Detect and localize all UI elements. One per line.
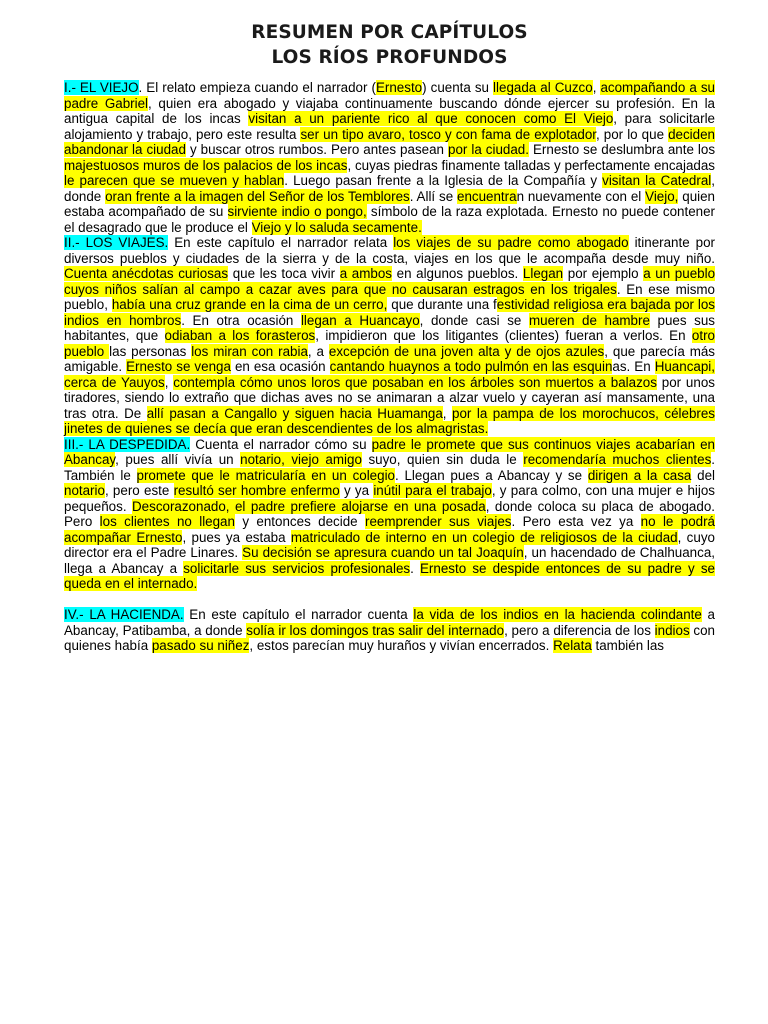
highlighted-text: solía ir los domingos tras salir del internado [246,622,505,638]
chapter-heading: I.- EL VIEJO [64,80,139,95]
highlighted-text: reemprender sus viajes [364,514,512,529]
body-text: , cuyo director era el Padre Linares. [64,529,715,560]
highlighted-text: inútil para el trabajo [373,483,492,498]
body-text: , un hacendado de Chalhuanca, llega a Abancay a [64,545,715,576]
highlighted-text: por la pampa de los morochucos, célebres jinetes de quienes se decía que eran descendientes de los almagristas. [64,405,715,436]
body-text: por unos tiradores, siendo lo extraño que dichas aves no se animaran a alzar vuelo y cayeran así mansamente, una tras otra. De [64,374,715,421]
highlighted-text: deciden abandonar la ciudad [64,126,715,157]
highlighted-text: llegada al Cuzco [493,80,593,95]
highlighted-text: ser un tipo avaro, tosco y con fama de explotador [300,126,597,142]
highlighted-text: Huancapi, cerca de Yauyos [64,359,715,390]
body-text: . En otra ocasión [181,312,301,328]
highlighted-text: recomendaría muchos clientes [523,452,712,467]
highlighted-text: acompañando a su padre Gabriel [64,80,715,111]
paragraph-1 [64,80,715,235]
body-text: , donde casi se [419,312,529,328]
highlighted-text: no le podrá acompañar Ernesto [64,514,715,545]
document-subtitle: LOS RÍOS PROFUNDOS [271,47,508,68]
highlighted-text: la vida de los indios en la hacienda colindante [413,607,702,622]
highlighted-text: visitan a un pariente rico al que conocen como El Viejo [248,111,614,126]
body-text: Ernesto se deslumbra ante los [528,142,716,157]
body-text: . Allí se [409,188,457,204]
highlighted-text: solicitarle sus servicios profesionales [183,560,411,576]
body-text: . También le [64,452,715,483]
body-text: , impidieron que los litigantes (clientes) fueran a verlos. En [315,328,692,343]
highlighted-text: Cuenta anécdotas curiosas [64,266,229,281]
highlighted-text: a ambos [339,266,392,281]
body-text: , pues ya estaba [182,529,291,545]
body-text: que les toca vivir [228,266,340,281]
body-text: . El relato empieza cuando el narrador ( [138,80,376,95]
highlighted-text: le parecen que se mueven y hablan [64,173,285,188]
highlighted-text: matriculado de interno en un colegio de religiosos de la ciudad [290,529,678,545]
body-text: , y para colmo, con una mujer e hijos pequeños. [64,483,715,514]
body-text: pues sus habitantes, que [64,312,716,343]
highlighted-text: Viejo y lo saluda secamente. [251,219,422,235]
body-text: del [691,467,715,483]
body-text: las personas [109,343,192,359]
highlighted-text: resultó ser hombre enfermo [173,483,340,498]
body-text: , por lo que [596,126,669,142]
body-text: . Luego pasan frente a la Iglesia de la Compañía y [284,173,603,188]
body-text: . En ese mismo pueblo, [64,281,715,312]
highlighted-text: contempla cómo unos loros que posaban en los árboles son muertos a balazos [173,374,657,390]
highlighted-text: sirviente indio o pongo, [227,204,367,219]
body-text: quien estaba acompañado de su [64,188,716,219]
highlighted-text: odiaban a los forasteros [164,328,316,343]
body-text: a Abancay, Patibamba, a donde [64,607,716,638]
body-text: Cuenta el narrador cómo su [190,436,372,452]
body-text: y entonces decide [234,514,365,529]
highlighted-text: indios [654,622,690,638]
body-text: , [592,80,601,95]
body-text: en esa ocasión [230,359,330,374]
highlighted-text: Viejo, [645,188,679,204]
paragraph-3 [64,437,715,592]
highlighted-text: Ernesto se venga [126,359,231,374]
highlighted-text: excepción de una joven alta y de ojos azules [328,343,605,359]
highlighted-text: notario, viejo amigo [240,452,362,467]
body-text: . Llegan pues a Abancay y se [395,467,588,483]
body-text: En este capítulo el narrador cuenta [183,607,414,622]
body-text: por ejemplo [563,266,644,281]
document-body [64,80,715,654]
chapter-heading: II.- LOS VIAJES. [64,235,169,250]
body-text: , para solicitarle alojamiento y trabajo, pero este resulta [64,111,715,142]
body-text: , pero este [104,483,174,498]
body-text: símbolo de la raza explotada. Ernesto no puede contener el desagrado que le produce el [64,204,715,235]
highlighted-text: Llegan [522,266,564,281]
highlighted-text: los viajes de su padre como abogado [393,235,629,250]
highlighted-text: pasado su niñez [151,638,250,653]
highlighted-text: a un pueblo cuyos niños salían al campo a cazar aves para que no causaran estragos en los trigales [64,266,716,297]
highlighted-text: cantando huaynos a todo pulmón en las esquin [329,359,613,374]
body-text: , pero a diferencia de los [504,622,655,638]
body-text: n nuevamente con el [516,188,646,204]
document-title: RESUMEN POR CAPÍTULOS [251,22,528,43]
body-text: , [164,374,174,390]
body-text: , [442,405,453,421]
chapter-heading: IV.- LA HACIENDA. [64,607,184,622]
body-text: En este capítulo el narrador relata [168,235,394,250]
body-text: , a [307,343,329,359]
body-text: , cuyas piedras finamente talladas y perfectamente encajadas [347,157,715,173]
highlighted-text: por la ciudad. [448,142,529,157]
body-text: , estos parecían muy huraños y vivían encerrados. [249,638,554,653]
body-text: en algunos pueblos. [392,266,523,281]
highlighted-text: visitan la Catedral [602,173,712,188]
body-text: as. En [612,359,655,374]
highlighted-text: encuentra [457,188,517,204]
highlighted-text: otro pueblo [64,328,715,359]
highlighted-text: Su decisión se apresura cuando un tal Joaquín [242,545,524,560]
highlighted-text: Descorazonado, el padre prefiere alojarse en una posada [132,498,486,514]
highlighted-text: Relata [553,638,592,653]
body-text: , quien era abogado y viajaba continuamente buscando dónde ejercer su profesión. En la antigua capital de los incas [64,95,716,126]
body-text: . [410,560,420,576]
chapter-heading: III.- LA DESPEDIDA. [64,436,191,452]
body-text: , que parecía más amigable. [64,343,716,374]
paragraph-4 [64,607,715,654]
body-text: , pues allí vivía un [115,452,241,467]
title-block [64,20,715,70]
highlighted-text: majestuosos muros de los palacios de los incas [64,157,348,173]
highlighted-text: allí pasan a Cangallo y siguen hacia Huamanga [146,405,443,421]
body-text: que durante una f [387,297,497,312]
highlighted-text: estividad religiosa era bajada por los indios en hombros [64,297,716,328]
highlighted-text: padre le promete que sus continuos viajes acabarían en Abancay [64,436,715,467]
body-text: también las [591,638,664,653]
highlighted-text: dirigen a la casa [587,467,692,483]
highlighted-text: mueren de hambre [529,312,650,328]
body-text: y buscar otros rumbos. Pero antes pasean [185,142,448,157]
body-text: y ya [339,483,374,498]
paragraph-2 [64,235,715,437]
highlighted-text: Ernesto se despide entonces de su padre y se queda en el internado. [64,560,715,591]
highlighted-text: promete que le matricularía en un colegio [136,467,396,483]
highlighted-text: los clientes no llegan [99,514,235,529]
body-text: , donde coloca su placa de abogado. Pero [64,498,715,529]
highlighted-text: los miran con rabia [191,343,308,359]
paragraph-gap [64,592,715,608]
body-text: suyo, quien sin duda le [361,452,524,467]
body-text: itinerante por diversos pueblos y ciudades de la sierra y de la costa, viajes en los que le acompaña desde muy niño. [64,235,715,266]
highlighted-text: notario [64,483,105,498]
body-text: , donde [64,173,715,204]
body-text: ) cuenta su [422,80,494,95]
highlighted-text: llegan a Huancayo [300,312,420,328]
body-text: con quienes había [64,622,716,653]
highlighted-text: había una cruz grande en la cima de un cerro, [111,297,388,312]
body-text: . Pero esta vez ya [511,514,641,529]
highlighted-text: Ernesto [375,80,423,95]
highlighted-text: oran frente a la imagen del Señor de los Temblores [105,188,410,204]
